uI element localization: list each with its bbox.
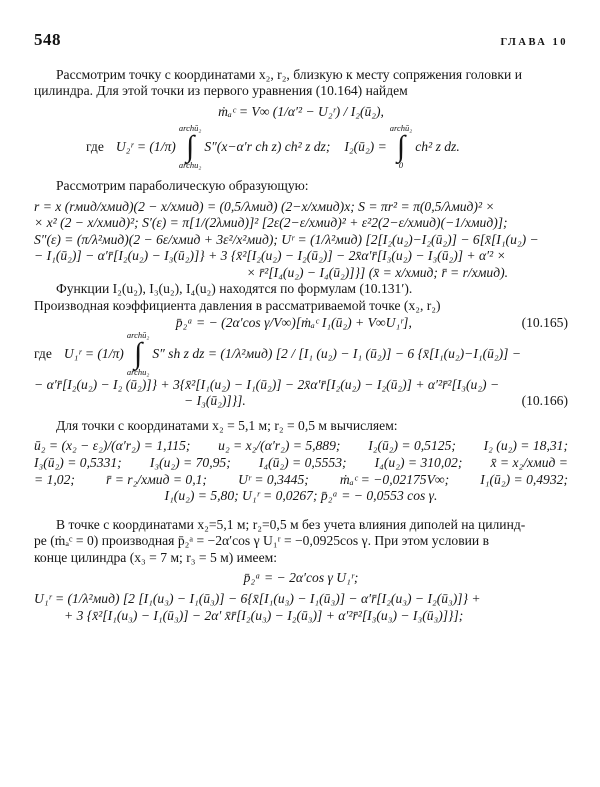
value-cell: = 1,02;: [34, 471, 75, 487]
text-line: Для точки с координатами x₂ = 5,1 м; r₂ = 0,5 м вычисляем:: [56, 417, 398, 433]
i2-definition: I₂(ū₂) =: [344, 138, 387, 154]
integral-sign-2: archū₂ ∫ 0: [389, 123, 413, 171]
formula-line: − I₁(ū₂)] − α′r̄[I₂(u₂) − I₃(ū₂)]} + 3 {x̄²[I₂(u₂) − I₂(ū₂)] − 2x̄α′r̄[I₃(u₂) − I₃(ū₂)] + α′² ×: [34, 248, 506, 264]
equation-m: ṁₐᶜ = V∞ (1/α′² − U₂ʳ) / I₂(ū₂),: [218, 103, 384, 119]
value-cell: u₂ = x₂/(α′r₂) = 5,889;: [218, 438, 341, 454]
integral-upper-limit: archū₂: [126, 330, 150, 341]
integral-lower-limit: archu₂: [126, 367, 150, 378]
value-cell: I₂(ū₂) = 0,5125;: [368, 438, 456, 454]
page-number: 548: [34, 30, 61, 49]
formula-line: × r̄²[I₄(u₂) − I₄(ū₂)]}] (x̄ = x/xмид; r̄ = r/xмид).: [246, 264, 508, 280]
values-row: I₁(u₂) = 5,80; U₁ʳ = 0,0267; p̄₂ᵃ = − 0,0553 cos γ.: [164, 488, 438, 504]
formula-line: − α′r̄[I₂(u₂) − I₂ (ū₂)]} + 3{x̄²[I₁(u₂) − I₁(ū₂)] − 2x̄α′r̄[I₂(u₂) − I₂(ū₂)] + α′²r̄²[I₃(u₂) −: [34, 376, 500, 392]
text-line: Рассмотрим параболическую образующую:: [56, 177, 309, 193]
equation-body: p̄₂ᵃ = − (2α′cos γ/V∞)[ṁₐᶜ I₁(ū₂) + V∞U₁ʳ],: [175, 314, 412, 330]
integral-upper-limit: archū₂: [389, 123, 413, 134]
formula-line: U₁ʳ = (1/λ²мид) [2 [I₁(u₃) − I₁(ū₃)] − 6{x̄[I₁(u₃) − I₁(ū₃)] − α′r̄[I₂(u₃) − I₂(ū₃)]} +: [34, 591, 481, 607]
formula-line: r = x (rмид/xмид)(2 − x/xмид) = (0,5/λмид) (2−x/xмид)x; S = πr² = π(0,5/λмид)² ×: [34, 198, 495, 214]
value-cell: I₃(u₂) = 70,95;: [149, 454, 231, 470]
value-cell: r̄ = r₂/xмид = 0,1;: [106, 471, 207, 487]
value-cell: ṁₐᶜ = −0,02175V∞;: [339, 471, 450, 487]
section-cylinder-end: [34, 517, 568, 624]
equation-number: (10.165): [521, 314, 568, 330]
section-computed-values: [34, 418, 568, 505]
values-row: [34, 438, 568, 455]
value-cell: I₄(ū₂) = 0,5553;: [258, 454, 347, 470]
equation-p2: p̄₂ᵃ = − 2α′cos γ U₁ʳ;: [243, 570, 359, 586]
integral-body-2: ch² z dz.: [415, 138, 460, 154]
equation-number: (10.166): [521, 393, 568, 409]
value-cell: I₂ (u₂) = 18,31;: [483, 438, 568, 454]
text-line: Производная коэффициента давления в рассматриваемой точке (x₂, r₂): [34, 298, 441, 314]
values-row: [34, 472, 568, 489]
u2-definition: U₂ʳ = (1/π): [115, 138, 176, 154]
value-cell: x̄ = x₂/xмид =: [490, 454, 568, 470]
text-line: ре (ṁₐᶜ = 0) производная p̄₂ᵃ = −2α′cos γ U₁ʳ = −0,0925cos γ. При этом условии в: [34, 533, 489, 549]
running-head: ГЛАВА 10: [500, 37, 568, 48]
formula-line: − I₃(ū₂)]}].: [184, 393, 246, 409]
integral-sign-1: archū₂ ∫ archu₂: [178, 123, 202, 171]
equation-10-166: [34, 331, 568, 377]
text-line: Рассмотрим точку с координатами x₂, r₂, близкую к месту сопряжения головки и: [56, 66, 522, 82]
formula-line: + 3 {x̄²[I₁(u₃) − I₁(ū₃)] − 2α′ x̄r̄[I₂(u₃) − I₂(ū₃)] + α′²r̄²[I₃(u₃) − I₃(ū₃)]}];: [64, 607, 464, 623]
section-parabolic: [34, 178, 568, 315]
values-row: [34, 455, 568, 472]
text-line: конце цилиндра (x₃ = 7 м; r₃ = 5 м) имеем:: [34, 549, 277, 565]
equation-10-166-end: [34, 393, 568, 410]
section-head-point: [34, 67, 568, 170]
where-word: где: [34, 345, 52, 361]
value-cell: I₃(ū₂) = 0,5331;: [34, 454, 122, 470]
value-cell: I₄(u₂) = 310,02;: [374, 454, 463, 470]
text-line: В точке с координатами x₂=5,1 м; r₂=0,5 м без учета влияния диполей на цилинд-: [56, 516, 526, 532]
where-word: где: [86, 138, 104, 154]
value-cell: ū₂ = (x₂ − ε₂)/(α′r₂) = 1,115;: [34, 438, 191, 454]
equation-integrals: [34, 124, 568, 170]
text-line: цилиндра. Для этой точки из первого уравнения (10.164) найдем: [34, 83, 408, 99]
integral-sign: archū₂ ∫ archu₂: [126, 330, 150, 378]
equation-10-165: [34, 315, 568, 332]
integral-body-1: S″(x−α′r ch z) ch² z dz;: [204, 138, 331, 154]
integral-body: S″ sh z dz = (1/λ²мид) [2 / [I₁ (u₂) − I₁ (ū₂)] − 6 {x̄[I₁(u₂)−I₁(ū₂)] −: [152, 345, 522, 361]
formula-line: S″(ε) = (π/λ²мид)(2 − 6ε/xмид + 3ε²/x²мид); Uʳ = (1/λ²мид) [2[I₂(u₂)−I₂(ū₂)] − 6[x̄[I₁(u₂) −: [34, 231, 539, 247]
value-cell: I₁(ū₂) = 0,4932;: [480, 471, 568, 487]
section-pressure-derivative: [34, 315, 568, 410]
page-header: [34, 30, 568, 51]
formula-line: × x² (2 − x/xмид)²; S′(ε) = π[1/(2λмид)]² [2ε(2−ε/xмид)² + ε²2(2−ε/xмид)(−1/xмид)];: [34, 215, 508, 231]
u1-definition: U₁ʳ = (1/π): [63, 345, 124, 361]
value-cell: Uʳ = 0,3445;: [238, 471, 309, 487]
integral-lower-limit: 0: [398, 160, 404, 171]
integral-upper-limit: archū₂: [178, 123, 202, 134]
text-line: Функции I₂(u₂), I₃(u₂), I₄(u₂) находятся по формулам (10.131′).: [56, 281, 413, 297]
integral-lower-limit: archu₂: [178, 160, 202, 171]
